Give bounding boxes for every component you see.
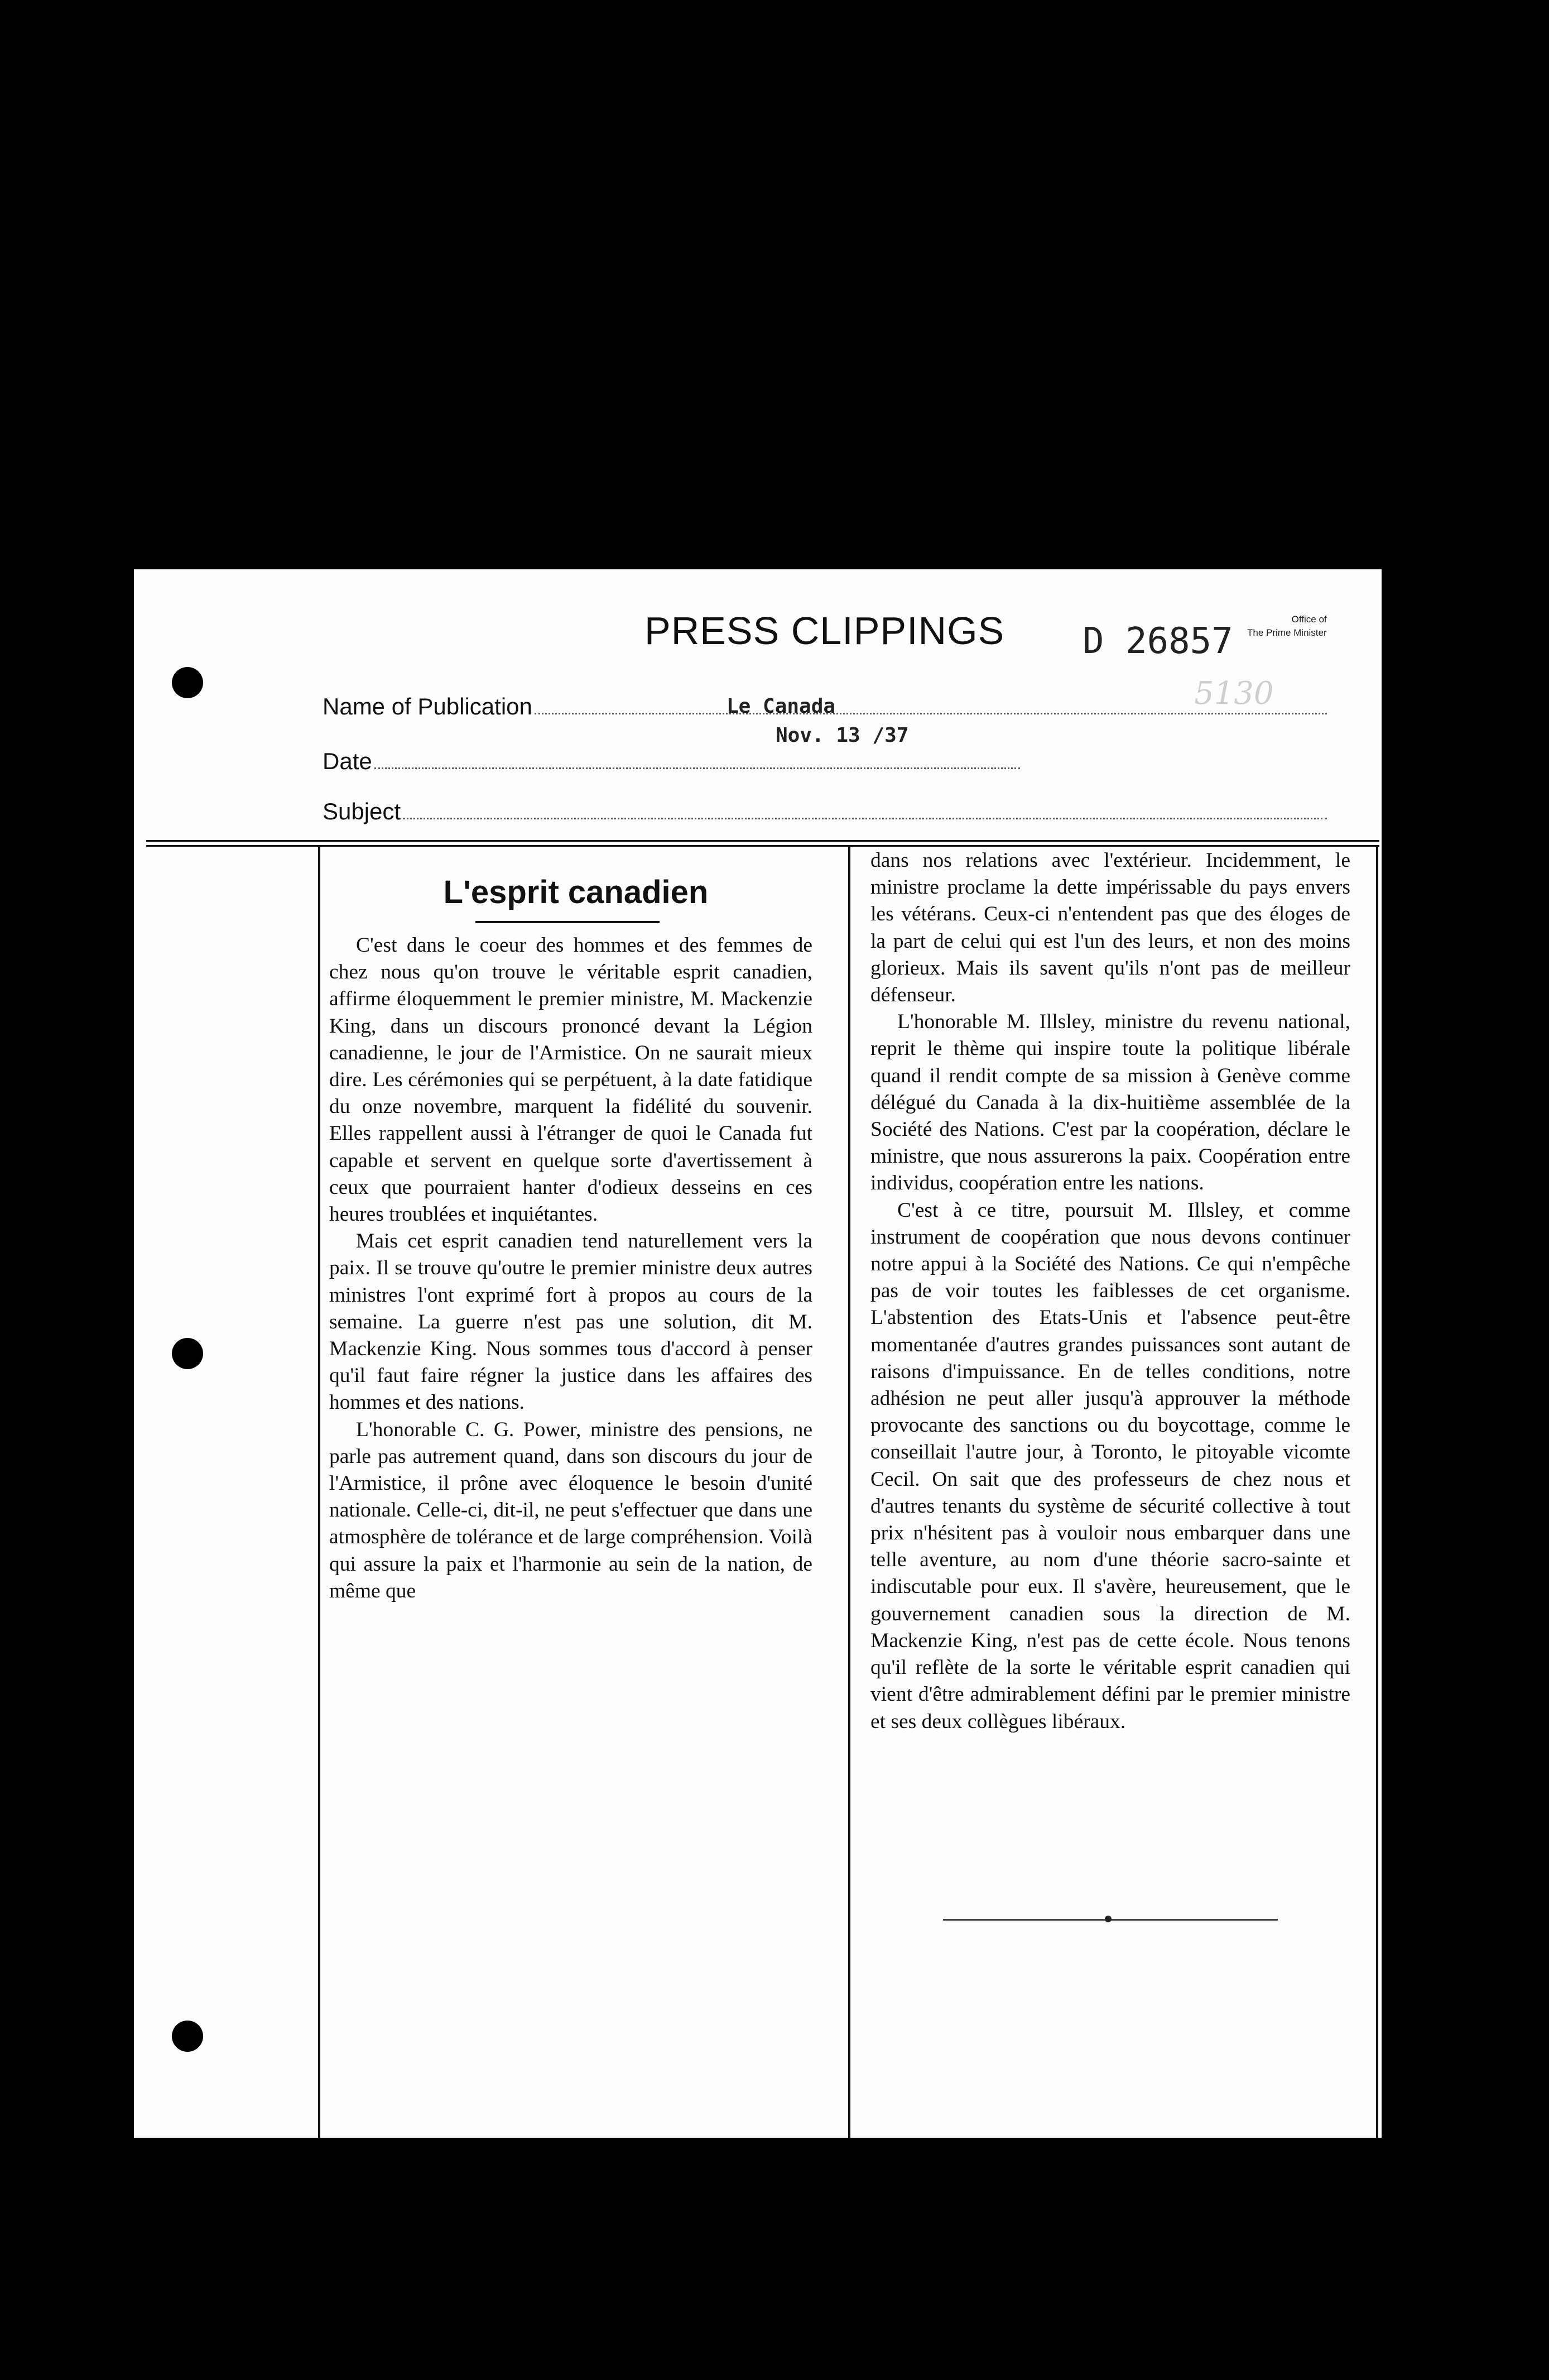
paragraph: C'est dans le coeur des hommes et des femmes de chez nous qu'on trouve le véritable esprit canadien, affirme éloquemment le premier ministre, M. Mackenzie King, dans un discours prononcé devant la Légion canadienne, le jour de l'Armistice. On ne saurait mieux dire. Les cérémonies qui se perpétuent, à la date fatidique du onze novembre, marquent la fidélité du souvenir. Elles rappellent aussi à l'étranger de quoi le Canada fut capable et servent en quelque sorte d'avertissement à ceux que pourraient hanter d'odieux desseins en ces heures troublées et inquiétantes. xyxy=(329,934,812,1226)
paragraph: L'honorable M. Illsley, ministre du revenu national, reprit le thème qui inspire toute la politique libérale quand il rendit compte de sa mission à Genève comme délégué du Canada à la dix-huitième assemblée de la Société des Nations. C'est par la coopération, déclare le ministre, que nous assurerons la paix. Coopération entre individus, coopération entre les nations. xyxy=(870,1010,1350,1195)
header-divider xyxy=(146,840,1379,847)
article-column-right xyxy=(870,847,1350,1735)
article-title: L'esprit canadien xyxy=(443,874,709,910)
date-label: Date xyxy=(323,748,372,774)
office-stamp xyxy=(1247,613,1327,640)
paragraph: L'honorable C. G. Power, ministre des pensions, ne parle pas autrement quand, dans son discours du jour de l'Armistice, il prône avec éloquence le besoin d'unité nationale. Celle-ci, dit-il, ne peut s'effectuer que dans une atmosphère de tolérance et de large compréhension. Voilà qui assure la paix et l'harmonie au sein de la nation, de même que xyxy=(329,1418,812,1602)
column-rule-middle xyxy=(848,846,850,2138)
dotted-line xyxy=(374,763,1020,769)
punch-hole xyxy=(172,667,203,698)
paragraph: Mais cet esprit canadien tend naturellement vers la paix. Il se trouve qu'outre le premier ministre deux autres ministres l'ont exprimé fort à propos au cours de la semaine. La guerre n'est pas une solution, dit M. Mackenzie King. Nous sommes tous d'accord à penser qu'il faut faire régner la justice dans les affaires des hommes et des nations. xyxy=(329,1230,812,1414)
subject-field xyxy=(323,798,1327,825)
subject-label: Subject xyxy=(323,798,401,824)
press-clippings-title: PRESS CLIPPINGS xyxy=(644,609,1005,652)
publication-value: Le Canada xyxy=(727,695,836,718)
publication-label: Name of Publication xyxy=(323,693,532,719)
title-underline xyxy=(475,921,660,923)
punch-hole xyxy=(172,1338,203,1369)
office-line-1: Office of xyxy=(1291,614,1327,625)
handwritten-note: 5130 xyxy=(1194,675,1274,712)
punch-hole xyxy=(172,2021,203,2052)
office-line-2: The Prime Minister xyxy=(1247,627,1327,638)
article-end-dot xyxy=(1105,1916,1112,1922)
document-number: D 26857 xyxy=(1083,621,1233,662)
dotted-line xyxy=(403,813,1327,819)
date-field xyxy=(323,748,1020,775)
column-rule-right xyxy=(1376,846,1378,2138)
date-value: Nov. 13 /37 xyxy=(776,724,909,747)
article-column-left xyxy=(329,932,812,1605)
column-rule-left xyxy=(318,846,320,2138)
clipping-sheet xyxy=(134,569,1382,2138)
paragraph: dans nos relations avec l'extérieur. Incidemment, le ministre proclame la dette impérissable du pays envers les vétérans. Ceux-ci n'entendent pas que des éloges de la part de celui qui est l'un des leurs, et non des moins glorieux. Mais ils savent qu'ils n'ont pas de meilleur défenseur. xyxy=(870,849,1350,1007)
paragraph: C'est à ce titre, poursuit M. Illsley, et comme instrument de coopération que nous devons continuer notre appui à la Société des Nations. Ce qui n'empêche pas de voir toutes les faiblesses de cet organisme. L'abstention des Etats-Unis et l'absence peut-être momentanée d'autres grandes puissances sont autant de raisons d'impuissance. En de telles conditions, notre adhésion ne peut aller jusqu'à approuver la méthode provocante des sanctions ou du boycottage, comme le conseillait l'autre jour, à Toronto, le pitoyable vicomte Cecil. On sait que des professeurs de chez nous et d'autres tenants du système de sécurité collective à tout prix n'hésitent pas à vouloir nous embarquer dans une telle aventure, au nom d'une théorie sacro-sainte et indiscutable pour eux. Il s'avère, heureusement, que le gouvernement canadien sous la direction de M. Mackenzie King, n'est pas de cette école. Nous tenons qu'il reflète de la sorte le véritable esprit canadien qui vient d'être admirablement défini par le premier ministre et ses deux collègues libéraux. xyxy=(870,1198,1350,1733)
dotted-line xyxy=(535,708,1327,714)
